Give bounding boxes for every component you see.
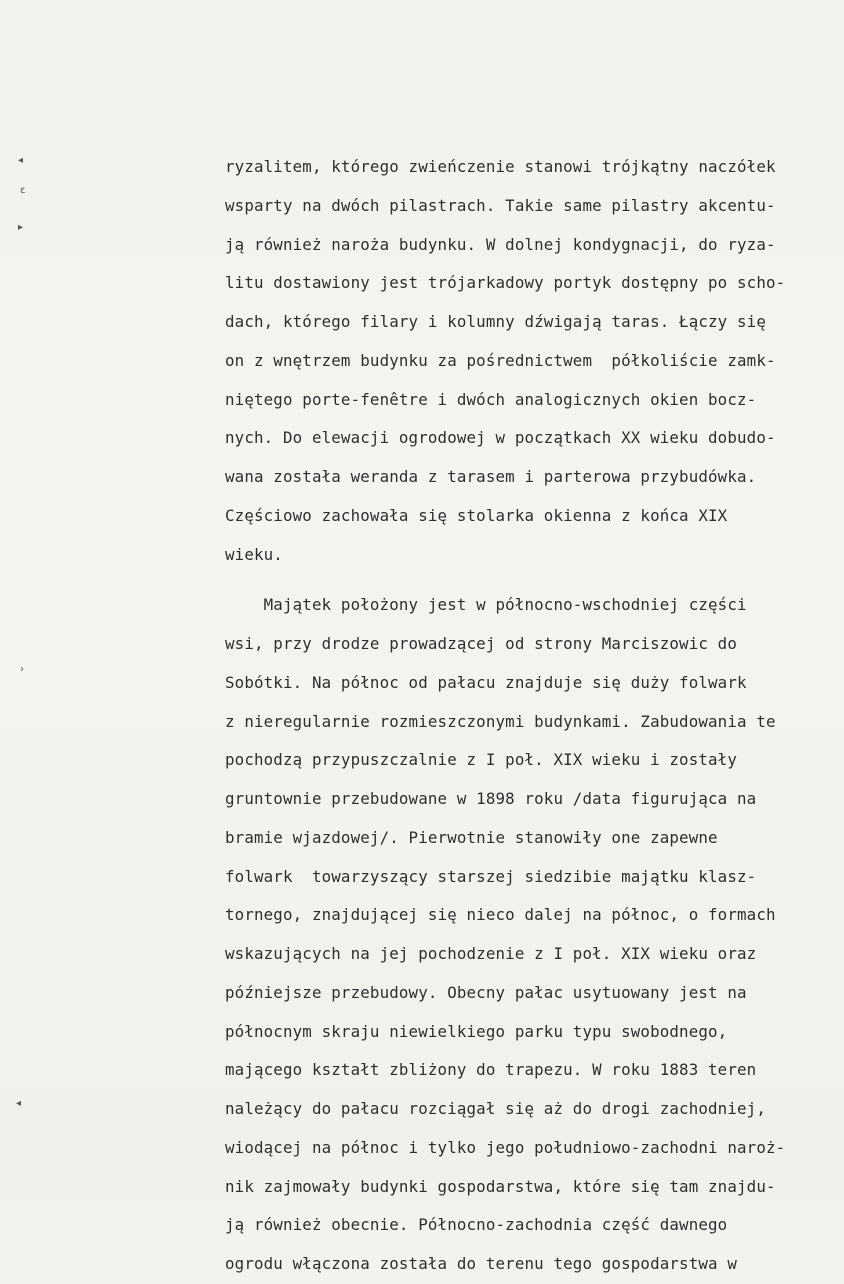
text-line: wskazujących na jej pochodzenie z I poł. XIX wieku oraz [225, 944, 757, 963]
text-line: Sobótki. Na północ od pałacu znajduje się duży folwark [225, 672, 747, 692]
text-line: należący do pałacu rozciągał się aż do drogi zachodniej, [225, 1099, 766, 1118]
text-line: niętego porte-fenêtre i dwóch analogicznych okien bocz- [225, 389, 757, 409]
text-line: nych. Do elewacji ogrodowej w początkach XX wieku dobudo- [225, 428, 776, 448]
text-line: Majątek położony jest w północno-wschodniej części [225, 595, 747, 615]
text-line: on z wnętrzem budynku za pośrednictwem półkoliście zamk- [225, 350, 776, 370]
text-line: wsparty na dwóch pilastrach. Takie same pilastry akcentu- [225, 195, 776, 215]
text-line: tornego, znajdującej się nieco dalej na północ, o formach [225, 905, 776, 925]
margin-mark: ▸ [18, 222, 24, 233]
margin-mark: › [20, 664, 24, 675]
margin-mark: ◂ [18, 155, 24, 166]
text-line: wieku. [225, 544, 283, 564]
paragraph-1 [225, 148, 825, 574]
margin-mark: ɛ [20, 185, 26, 196]
text-line: późniejsze przebudowy. Obecny pałac usytuowany jest na [225, 982, 747, 1002]
text-line: litu dostawiony jest trójarkadowy portyk dostępny po scho- [225, 273, 786, 293]
text-line: ryzalitem, którego zwieńczenie stanowi trójkątny naczółek [225, 157, 776, 176]
paragraph-2 [225, 586, 825, 1284]
text-line: pochodzą przypuszczalnie z I poł. XIX wieku i zostały [225, 750, 738, 770]
text-line: ją również naroża budynku. W dolnej kondygnacji, do ryza- [225, 234, 776, 254]
margin-mark: ◂ [16, 1098, 22, 1109]
text-line: bramie wjazdowej/. Pierwotnie stanowiły one zapewne [225, 827, 718, 847]
text-line: wiodącej na północ i tylko jego południowo-zachodni naroż- [225, 1137, 786, 1157]
text-line: wana została weranda z tarasem i parterowa przybudówka. [225, 467, 757, 486]
text-line: nik zajmowały budynki gospodarstwa, które się tam znajdu- [225, 1176, 776, 1196]
text-line: gruntownie przebudowane w 1898 roku /data figurująca na [225, 789, 757, 808]
text-line: ją również obecnie. Północno-zachodnia część dawnego [225, 1215, 728, 1235]
document-body [225, 148, 825, 1284]
text-line: z nieregularnie rozmieszczonymi budynkami. Zabudowania te [225, 711, 776, 731]
text-line: północnym skraju niewielkiego parku typu swobodnego, [225, 1021, 728, 1041]
text-line: dach, którego filary i kolumny dźwigają taras. Łączy się [225, 312, 766, 331]
text-line: wsi, przy drodze prowadzącej od strony Marciszowic do [225, 634, 738, 653]
text-line: Częściowo zachowała się stolarka okienna z końca XIX [225, 505, 728, 525]
text-line: mającego kształt zbliżony do trapezu. W roku 1883 teren [225, 1060, 757, 1080]
text-line: folwark towarzyszący starszej siedzibie majątku klasz- [225, 866, 757, 886]
text-line: ogrodu włączona została do terenu tego gospodarstwa w [225, 1254, 738, 1273]
